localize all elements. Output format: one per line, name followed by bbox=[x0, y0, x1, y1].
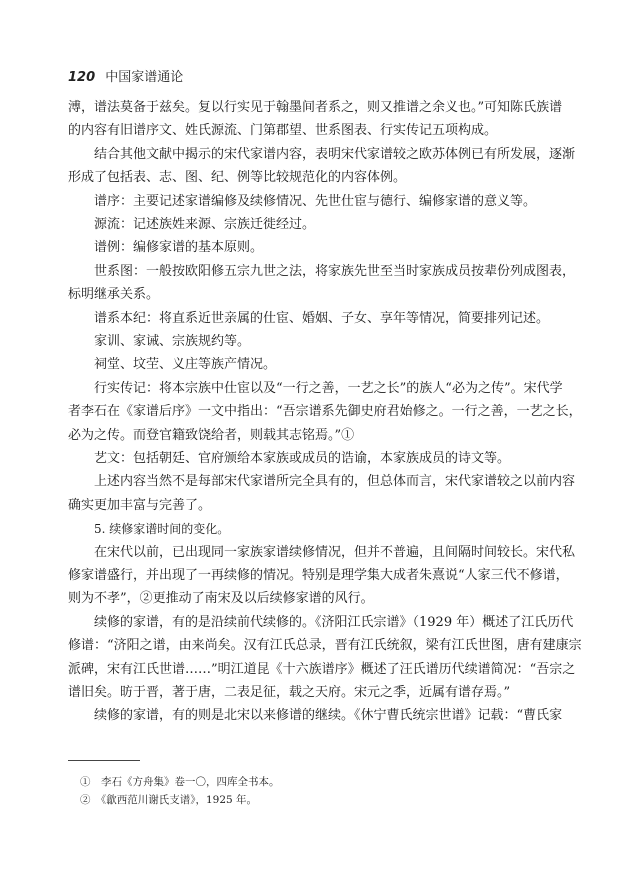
text-line: 结合其他文献中揭示的宋代家谱内容，表明宋代家谱较之欧苏体例已有所发展，逐渐 bbox=[94, 146, 576, 162]
text-line: 溥，谱法莫备于兹矣。复以行实见于翰墨间者系之，则又推谱之余义也。”可知陈氏族谱 bbox=[68, 100, 563, 115]
text-line: 家训、家诫、宗族规约等。 bbox=[94, 334, 251, 349]
text-line: 艺文：包括朝廷、官府颁给本家族或成员的诰谕，本家族成员的诗文等。 bbox=[94, 451, 511, 466]
text-line: 修谱：“济阳之谱，由来尚矣。汉有江氏总录，晋有江氏统叙，梁有江氏世图，唐有建康宗 bbox=[68, 638, 582, 654]
text-line: 修家谱盛行，并出现了一再续修的情况。特别是理学集大成者朱熹说“人家三代不修谱， bbox=[68, 568, 569, 583]
text-line: 谱旧矣。昉于晋，著于唐，二表足征，载之天府。宋元之季，近属有谱存焉。” bbox=[68, 685, 511, 700]
text-line: 谱系本纪：将直系近世亲属的仕宦、婚姻、子女、享年等情况，简要排列记述。 bbox=[94, 310, 550, 326]
text-line: 则为不孝”，②更推动了南宋及以后续修家谱的风行。 bbox=[68, 591, 374, 607]
running-header bbox=[68, 66, 183, 85]
text-line: 必为之传。而登官籍致饶给者，则载其志铭焉。”① bbox=[68, 427, 355, 443]
text-line: 上述内容当然不是每部宋代家谱所完全具有的，但总体而言，宋代家谱较之以前内容 bbox=[94, 474, 576, 490]
text-line: 续修的家谱，有的是沿续前代续修的。《济阳江氏宗谱》（1929 年）概述了江氏历代 bbox=[94, 614, 574, 630]
footnote-1: ① 李石《方舟集》卷一〇，四库全书本。 bbox=[80, 776, 280, 788]
text-line: 派碑，宋有江氏世谱……”明江道昆《十六族谱序》概述了汪氏谱历代续谱简况：“吾宗之 bbox=[68, 661, 576, 677]
text-line: 祠堂、坟茔、义庄等族产情况。 bbox=[94, 357, 277, 373]
text-line: 的内容有旧谱序文、姓氏源流、门第郡望、世系图表、行实传记五项构成。 bbox=[68, 123, 498, 139]
text-line: 者李石在《家谱后序》一文中指出：“吾宗谱系先御史府君始修之。一行之善，一艺之长， bbox=[68, 404, 582, 420]
text-line: 源流：记述族姓来源、宗族迁徙经过。 bbox=[94, 217, 316, 232]
text-line: 谱序：主要记述家谱编修及续修情况、先世仕宦与德行、编修家谱的意义等。 bbox=[94, 193, 537, 209]
page-number: 120 bbox=[68, 70, 96, 85]
text-line: 形成了包括表、志、图、纪、例等比较规范化的内容体例。 bbox=[68, 170, 407, 186]
text-line: 确实更加丰富与完善了。 bbox=[68, 497, 212, 513]
footnote-2: ② 《歙西范川谢氏支谱》，1925 年。 bbox=[80, 794, 258, 806]
text-line: 在宋代以前，已出现同一家族家谱续修情况，但并不普遍，且间隔时间较长。宋代私 bbox=[94, 544, 576, 560]
text-line: 5. 续修家谱时间的变化。 bbox=[94, 522, 230, 537]
text-line: 行实传记：将本宗族中仕宦以及“一行之善，一艺之长”的族人“必为之传”。宋代学 bbox=[94, 380, 563, 396]
book-title: 中国家谱通论 bbox=[105, 70, 184, 85]
text-line: 标明继承关系。 bbox=[68, 287, 160, 303]
text-line: 谱例：编修家谱的基本原则。 bbox=[94, 240, 264, 256]
footnote-rule bbox=[68, 760, 140, 761]
text-line: 世系图：一般按欧阳修五宗九世之法，将家族先世至当时家族成员按辈份列成图表， bbox=[94, 263, 576, 279]
text-line: 续修的家谱，有的则是北宋以来修谱的继续。《休宁曹氏统宗世谱》记载：“曹氏家 bbox=[94, 708, 563, 724]
